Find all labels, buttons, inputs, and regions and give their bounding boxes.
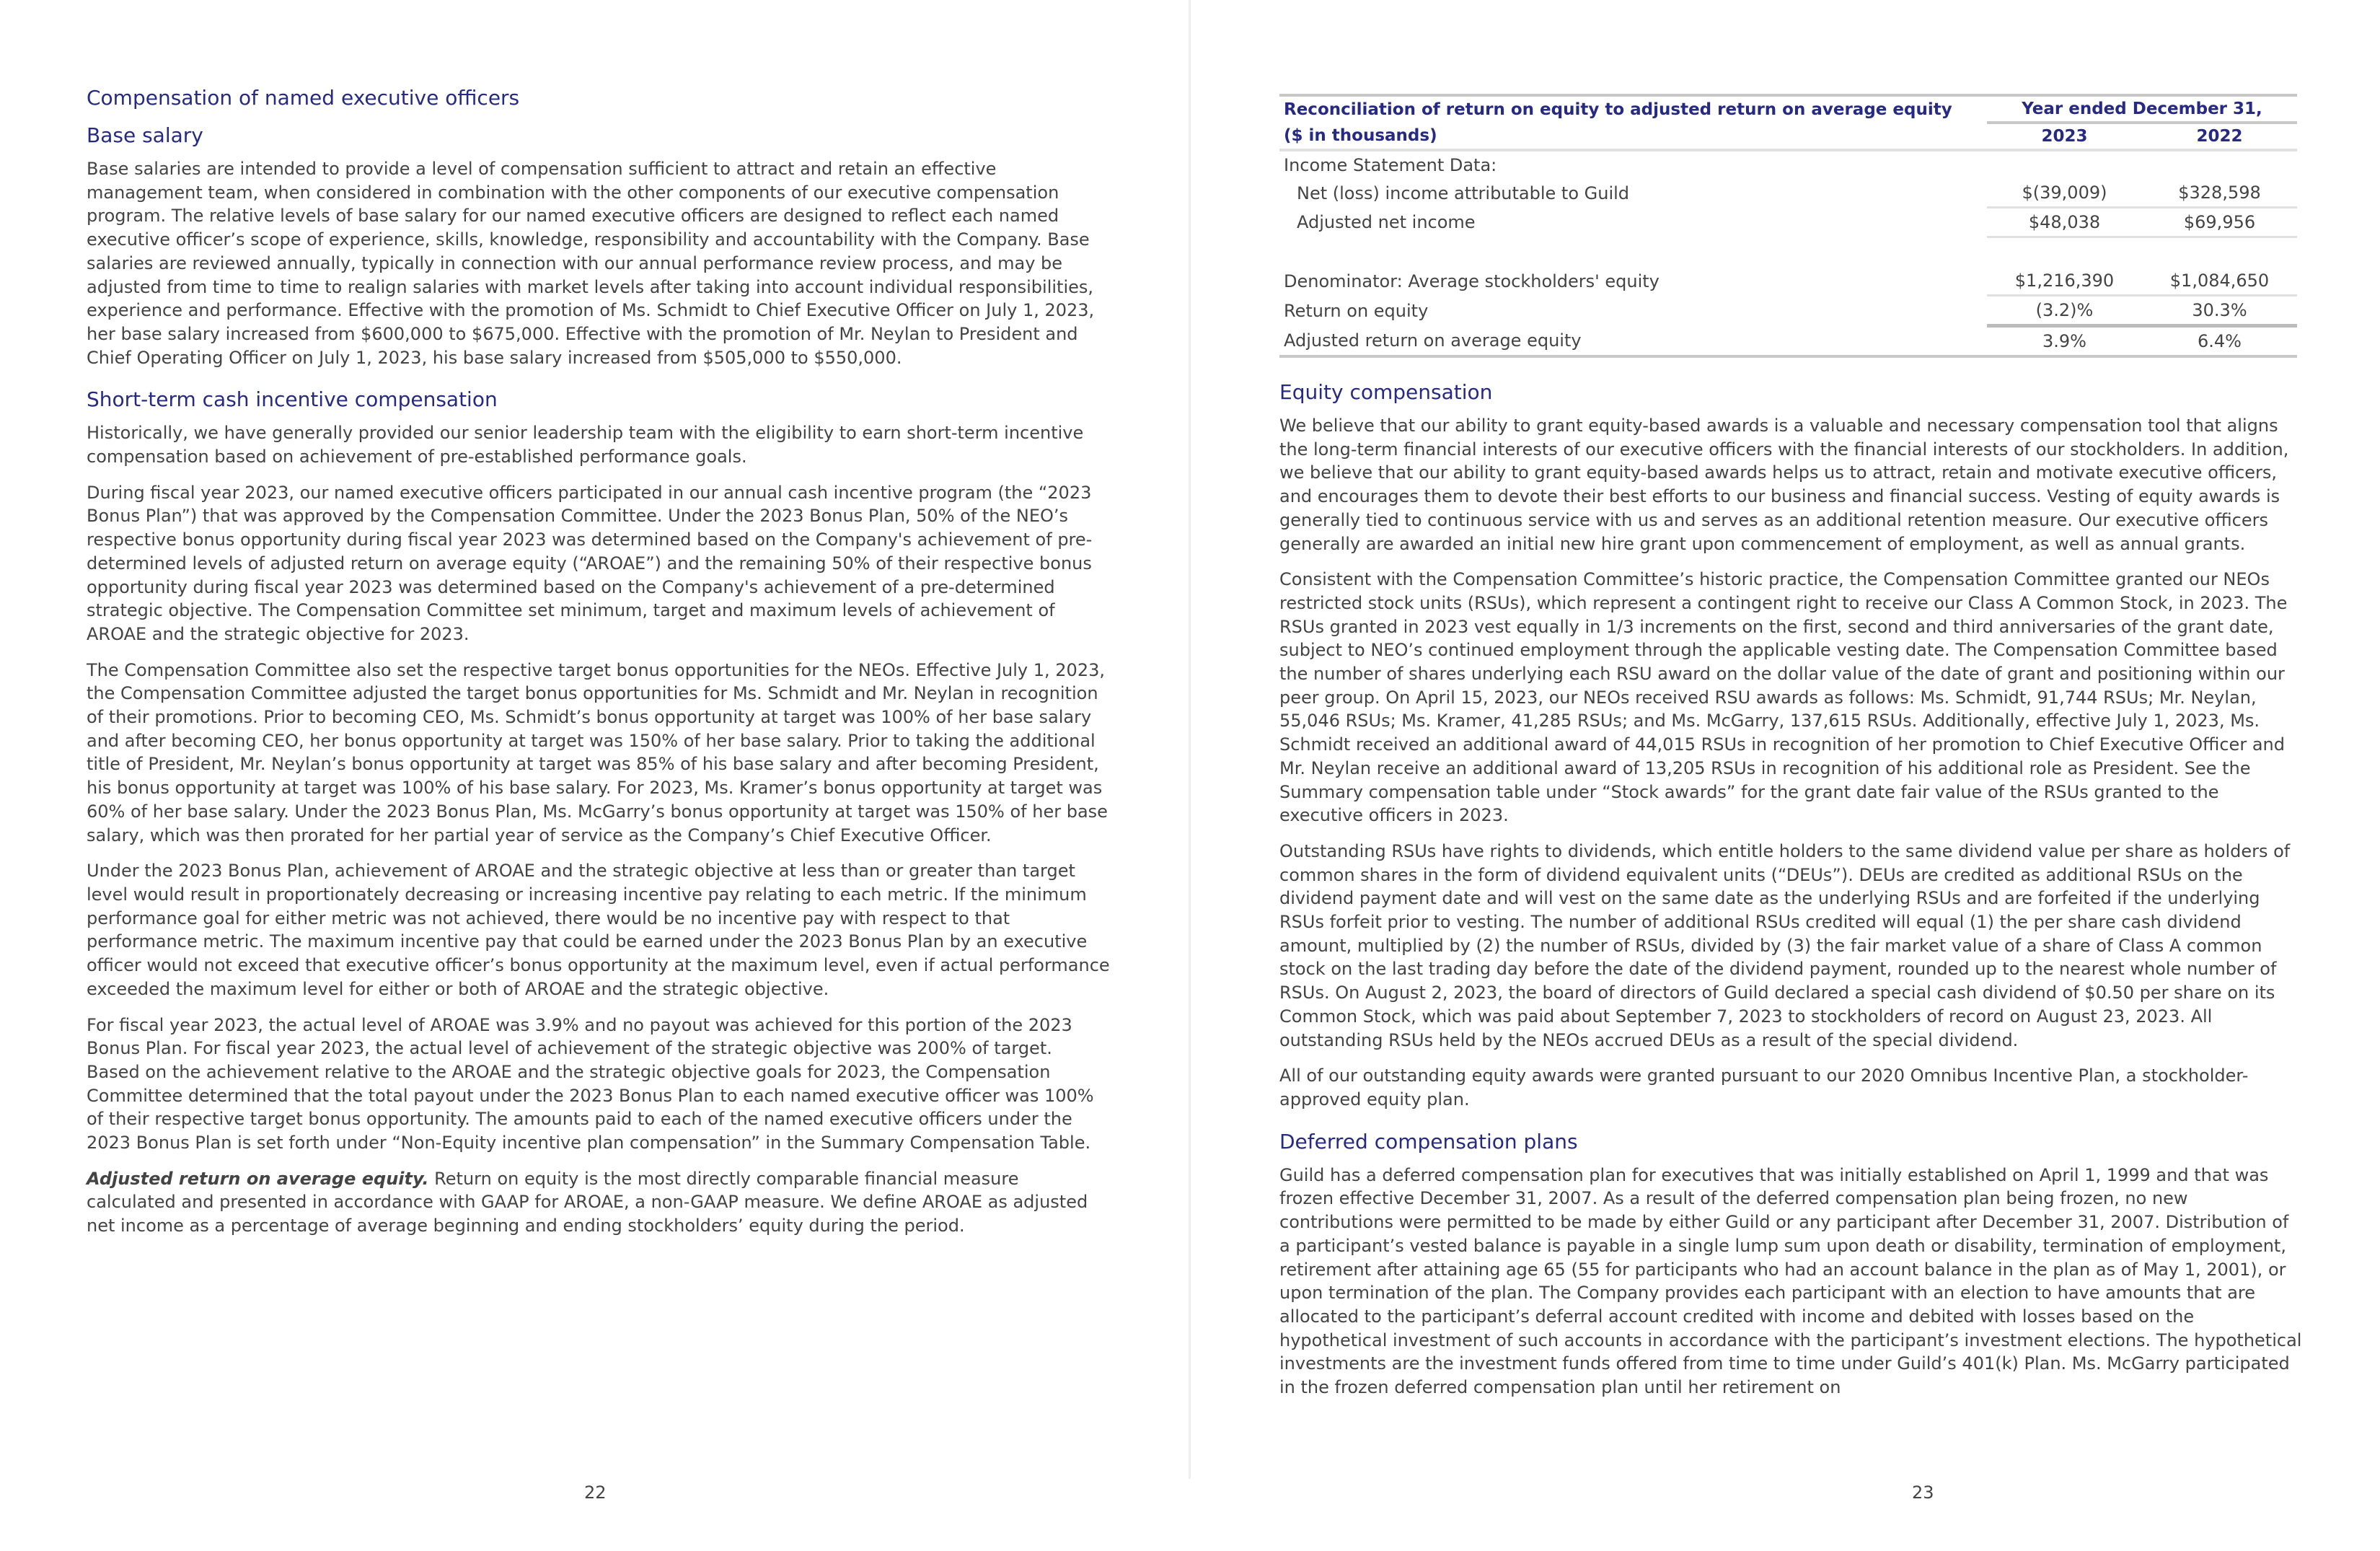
row-label: Return on equity xyxy=(1284,300,1429,321)
spacer-row xyxy=(1279,237,2297,268)
section-heading-base-salary: Base salary xyxy=(87,123,203,147)
table-row xyxy=(1279,179,2297,208)
aroae-paragraph xyxy=(87,1167,1111,1238)
table-row xyxy=(1279,208,2297,237)
paragraph: Consistent with the Compensation Committee’s historic practice, the Compensation Committee granted our NEOs restricted stock units (RSUs), which represent a contingent right to receive our Class A Common Stock, in 2023. The RSUs granted in 2023 vest equally in 1/3 increments on the first, second and third anniversaries of the grant date, subject to NEO’s continued employment through the applicable vesting date. The Compensation Committee based the number of shares underlying each RSU award on the dollar value of the date of grant and positioning within our peer group. On April 15, 2023, our NEOs received RSU awards as follows: Ms. Schmidt, 91,744 RSUs; Mr. Neylan, 55,046 RSUs; Ms. Kramer, 41,285 RSUs; and Ms. McGarry, 137,615 RSUs. Additionally, effective July 1, 2023, Ms. Schmidt received an additional award of 44,015 RSUs in recognition of her promotion to Chief Executive Officer and Mr. Neylan receive an additional award of 13,205 RSUs in recognition of his additional role as President. See the Summary compensation table under “Stock awards” for the grant date fair value of the RSUs granted to the executive officers in 2023. xyxy=(1279,569,2288,826)
table-row xyxy=(1279,296,2297,326)
roe-reconciliation-table xyxy=(1279,94,2297,358)
period-header: Year ended December 31, xyxy=(1987,95,2297,123)
aroae-lead: Adjusted return on average equity. xyxy=(87,1168,429,1189)
paragraph: For fiscal year 2023, the actual level of AROAE was 3.9% and no payout was achieved for this portion of the 2023 Bonus Plan. For fiscal year 2023, the actual level of achievement of the strategic objective was 200% of target. Based on the achievement relative to the AROAE and the strategic objective goals for 2023, the Compensation Committee determined that the total payout under the 2023 Bonus Plan to each named executive officer was 100% of their respective target bonus opportunity. The amounts paid to each of the named executive officers under the 2023 Bonus Plan is set forth under “Non-Equity incentive plan compensation” in the Summary Compensation Table. xyxy=(87,1014,1094,1154)
table-row xyxy=(1279,267,2297,296)
table-header-row xyxy=(1279,123,2297,150)
paragraph: During fiscal year 2023, our named executive officers participated in our annual cash incentive program (the “2023 Bonus Plan”) that was approved by the Compensation Committee. Under the 2023 Bonus Plan, 50% of the NEO’s respective bonus opportunity during fiscal year 2023 was determined based on the Company's achievement of pre-determined levels of adjusted return on average equity (“AROAE”) and the remaining 50% of their respective bonus opportunity during fiscal year 2023 was determined based on the Company's achievement of a pre-determined strategic objective. The Compensation Committee set minimum, target and maximum levels of achievement of AROAE and the strategic objective for 2023. xyxy=(87,482,1093,644)
aroae-text: Return on equity is the most directly comparable financial measure calculated and presented in accordance with GAAP for AROAE, a non-GAAP measure. We define AROAE as adjusted net income as a percentage of average beginning and ending stockholders’ equity during the period. xyxy=(87,1168,1088,1236)
paragraph: We believe that our ability to grant equity-based awards is a valuable and necessary compensation tool that aligns the long-term financial interests of our executive officers with the financial interests of our stockholders. In addition, we believe that our ability to grant equity-based awards helps us to attract, retain and motivate executive officers, and encourages them to devote their best efforts to our business and financial success. Vesting of equity awards is generally tied to continuous service with us and serves as an additional retention measure. Our executive officers generally are awarded an initial new hire grant upon commencement of employment, as well as annual grants. xyxy=(1279,416,2289,554)
cell-2022: $328,598 xyxy=(2142,179,2297,208)
paragraph: Historically, we have generally provided our senior leadership team with the eligibility to earn short-term incentive compensation based on achievement of pre-established performance goals. xyxy=(87,423,1084,467)
paragraph: The Compensation Committee also set the respective target bonus opportunities for the NEOs. Effective July 1, 2023, the Compensation Committee adjusted the target bonus opportunities for Ms. Schmidt and Mr. Neylan in recognition of their promotions. Prior to becoming CEO, Ms. Schmidt’s bonus opportunity at target was 100% of her base salary and after becoming CEO, her bonus opportunity at target was 150% of her base salary. Prior to taking the additional title of President, Mr. Neylan’s bonus opportunity at target was 85% of his base salary and after becoming President, his bonus opportunity at target was 100% of his base salary. For 2023, Ms. Kramer’s bonus opportunity at target was 60% of her base salary. Under the 2023 Bonus Plan, Ms. McGarry’s bonus opportunity at target was 150% of her base salary, which was then prorated for her partial year of service as the Company’s Chief Executive Officer. xyxy=(87,659,1108,845)
row-label: Adjusted return on average equity xyxy=(1279,326,1987,357)
table-units: ($ in thousands) xyxy=(1279,123,1987,150)
base-salary-section xyxy=(87,123,1111,369)
page-title: Compensation of named executive officers xyxy=(87,86,520,110)
section-heading-equity: Equity compensation xyxy=(1279,380,1493,404)
row-label: Adjusted net income xyxy=(1297,212,1476,232)
cell-2022: 6.4% xyxy=(2142,326,2297,357)
paragraph: Under the 2023 Bonus Plan, achievement of AROAE and the strategic objective at less than or greater than target level would result in proportionately decreasing or increasing incentive pay relating to each metric. If the minimum performance goal for either metric was not achieved, there would be no incentive pay with respect to that performance metric. The maximum incentive pay that could be earned under the 2023 Bonus Plan by an executive officer would not exceed that executive officer’s bonus opportunity at the maximum level, even if actual performance exceeded the maximum level for either or both of AROAE and the strategic objective. xyxy=(87,861,1110,999)
table-row xyxy=(1279,150,2297,179)
cell-2023: (3.2)% xyxy=(1987,296,2142,326)
table-title: Reconciliation of return on equity to adjusted return on average equity xyxy=(1279,95,1987,123)
page-number: 23 xyxy=(1912,1482,1934,1503)
row-label: Net (loss) income attributable to Guild xyxy=(1297,183,1630,203)
cell-2022: 30.3% xyxy=(2142,296,2297,326)
cell-2022: $69,956 xyxy=(2142,208,2297,237)
table-header-row xyxy=(1279,95,2297,123)
deferred-compensation-section xyxy=(1279,1129,2304,1400)
paragraph: Guild has a deferred compensation plan for executives that was initially established on April 1, 1999 and that was frozen effective December 31, 2007. As a result of the deferred compensation plan being frozen, no new contributions were permitted to be made by either Guild or any participant after December 31, 2007. Distribution of a participant’s vested balance is payable in a single lump sum upon death or disability, termination of employment, retirement after attaining age 65 (55 for participants who had an account balance in the plan as of May 1, 2001), or upon termination of the plan. The Company provides each participant with an election to have amounts that are allocated to the participant’s deferral account credited with income and debited with losses based on the hypothetical investment of such accounts in accordance with the participant’s investment elections. The hypothetical investments are the investment funds offered from time to time under Guild’s 401(k) Plan. Ms. McGarry participated in the frozen deferred compensation plan until her retirement on xyxy=(1279,1164,2302,1398)
left-column xyxy=(87,85,1111,1251)
cell-2023: $(39,009) xyxy=(1987,179,2142,208)
paragraph: All of our outstanding equity awards were granted pursuant to our 2020 Omnibus Incentive Plan, a stockholder-approved equity plan. xyxy=(1279,1066,2249,1110)
right-column xyxy=(1279,94,2304,1412)
row-label: Denominator: Average stockholders' equity xyxy=(1284,271,1660,291)
cell-2023: 3.9% xyxy=(1987,326,2142,357)
page-number: 22 xyxy=(584,1482,607,1503)
cell-2023: $48,038 xyxy=(1987,208,2142,237)
section-heading-short-term: Short-term cash incentive compensation xyxy=(87,387,498,412)
section-label: Income Statement Data: xyxy=(1284,155,1497,175)
col-header-2022: 2022 xyxy=(2142,123,2297,150)
col-header-2023: 2023 xyxy=(1987,123,2142,150)
cell-2022: $1,084,650 xyxy=(2142,267,2297,296)
section-heading-deferred: Deferred compensation plans xyxy=(1279,1129,1578,1154)
short-term-incentive-section xyxy=(87,387,1111,1238)
paragraph: Base salaries are intended to provide a level of compensation sufficient to attract and retain an effective management team, when considered in combination with the other components of our executive compensation program. The relative levels of base salary for our named executive officers are designed to reflect each named executive officer’s scope of experience, skills, knowledge, responsibility and accountability with the Company. Base salaries are reviewed annually, typically in connection with our annual performance review process, and may be adjusted from time to time to realign salaries with market levels after taking into account individual responsibilities, experience and performance. Effective with the promotion of Ms. Schmidt to Chief Executive Officer on July 1, 2023, her base salary increased from $600,000 to $675,000. Effective with the promotion of Mr. Neylan to President and Chief Operating Officer on July 1, 2023, his base salary increased from $505,000 to $550,000. xyxy=(87,159,1095,368)
cell-2023: $1,216,390 xyxy=(1987,267,2142,296)
table-row xyxy=(1279,326,2297,357)
equity-compensation-section xyxy=(1279,379,2304,1112)
right-page xyxy=(1191,0,2380,1551)
paragraph: Outstanding RSUs have rights to dividends, which entitle holders to the same dividend value per share as holders of common shares in the form of dividend equivalent units (“DEUs”). DEUs are credited as additional RSUs on the dividend payment date and will vest on the same date as the underlying RSUs and are forfeited if the underlying RSUs forfeit prior to vesting. The number of additional RSUs credited will equal (1) the per share cash dividend amount, multiplied by (2) the number of RSUs, divided by (3) the fair market value of a share of Class A common stock on the last trading day before the date of the dividend payment, rounded up to the nearest whole number of RSUs. On August 2, 2023, the board of directors of Guild declared a special cash dividend of $0.50 per share on its Common Stock, which was paid about September 7, 2023 to stockholders of record on August 23, 2023. All outstanding RSUs held by the NEOs accrued DEUs as a result of the special dividend. xyxy=(1279,840,2291,1050)
